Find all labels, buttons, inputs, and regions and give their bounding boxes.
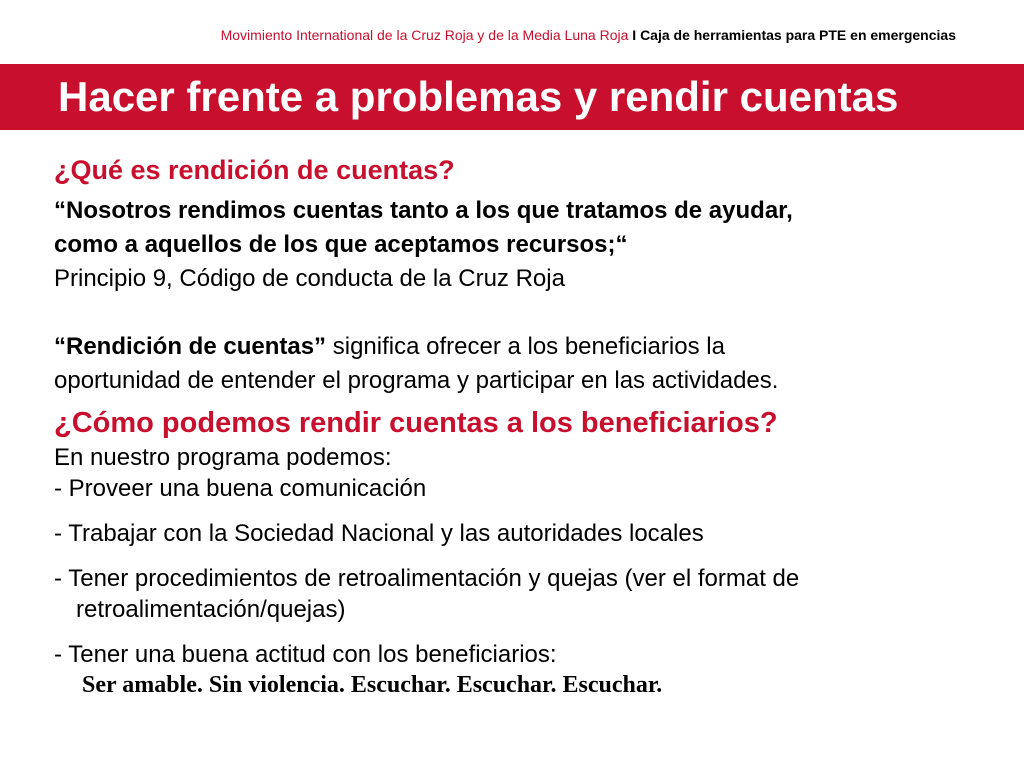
title-bar (0, 64, 1024, 130)
list-item: - Tener procedimientos de retroalimentación y quejas (ver el format de (54, 565, 800, 592)
definition-line-1 (54, 330, 994, 364)
quote-source: Principio 9, Código de conducta de la Cruz Roja (54, 265, 565, 292)
toolkit-header (221, 27, 956, 43)
definition-line-2: oportunidad de entender el programa y participar en las actividades. (54, 367, 779, 394)
closing-attitude-text: Ser amable. Sin violencia. Escuchar. Escuchar. Escuchar. (82, 672, 663, 698)
list-item-continuation: retroalimentación/quejas) (76, 596, 346, 623)
slide-content (54, 152, 994, 700)
definition-text: significa ofrecer a los beneficiarios la (332, 333, 725, 360)
list-item: - Trabajar con la Sociedad Nacional y las autoridades locales (54, 520, 704, 547)
toolkit-name: Caja de herramientas para PTE en emergencias (640, 27, 956, 43)
page-title: Hacer frente a problemas y rendir cuentas (58, 73, 899, 120)
intro-text: En nuestro programa podemos: (54, 444, 392, 471)
header-separator: I (632, 27, 637, 43)
list-item: - Proveer una buena comunicación (54, 475, 427, 502)
section-heading-accountability: ¿Qué es rendición de cuentas? (54, 155, 455, 185)
section-heading-how: ¿Cómo podemos rendir cuentas a los beneficiarios? (54, 407, 778, 439)
list-item: - Tener una buena actitud con los beneficiarios: (54, 641, 557, 668)
quote-line-2: como a aquellos de los que aceptamos recursos;“ (54, 231, 628, 258)
definition-term: “Rendición de cuentas” (54, 333, 327, 360)
organization-name: Movimiento International de la Cruz Roja y de la Media Luna Roja (220, 27, 629, 43)
quote-line-1: “Nosotros rendimos cuentas tanto a los que tratamos de ayudar, (54, 197, 793, 224)
